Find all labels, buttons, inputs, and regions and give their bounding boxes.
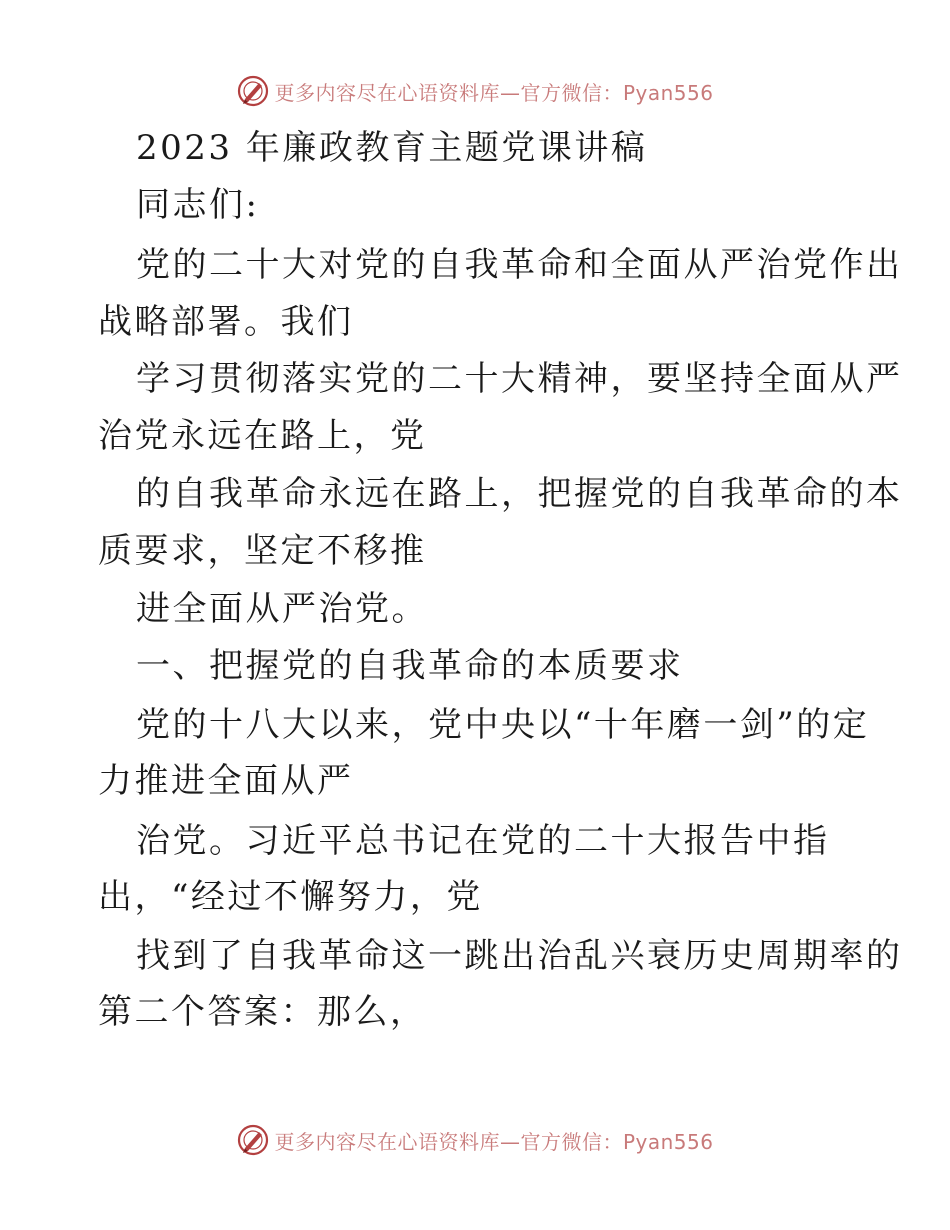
text-line: 质要求，坚定不移推: [98, 531, 427, 571]
header-watermark: [0, 71, 950, 111]
text-line: 治党。习近平总书记在党的二十大报告中指: [136, 821, 830, 861]
text-line: 党的十八大以来，党中央以“十年磨一剑”的定: [136, 705, 870, 745]
section-heading: 一、把握党的自我革命的本质要求: [136, 646, 684, 686]
salutation: 同志们:: [136, 185, 260, 225]
pen-seal-icon: [236, 1123, 270, 1157]
text-line: 出，“经过不懈努力，党: [98, 877, 483, 917]
text-line: 治党永远在路上，党: [98, 416, 427, 456]
text-line: 党的二十大对党的自我革命和全面从严治党作出: [136, 245, 903, 285]
document-title: 2023 年廉政教育主题党课讲稿: [136, 128, 648, 168]
text-line: 战略部署。我们: [98, 302, 354, 342]
text-line: 找到了自我革命这一跳出治乱兴衰历史周期率的: [136, 936, 903, 976]
text-line: 力推进全面从严: [98, 761, 354, 801]
watermark-text: 更多内容尽在心语资料库—官方微信：Pyan556: [274, 80, 714, 105]
text-line: 第二个答案：那么，: [98, 992, 427, 1032]
text-line: 进全面从严治党。: [136, 589, 428, 629]
watermark-text: 更多内容尽在心语资料库—官方微信：Pyan556: [274, 1129, 714, 1154]
text-line: 学习贯彻落实党的二十大精神，要坚持全面从严: [136, 359, 903, 399]
footer-watermark: [0, 1120, 950, 1160]
text-line: 的自我革命永远在路上，把握党的自我革命的本: [136, 474, 903, 514]
pen-seal-icon: [236, 74, 270, 108]
